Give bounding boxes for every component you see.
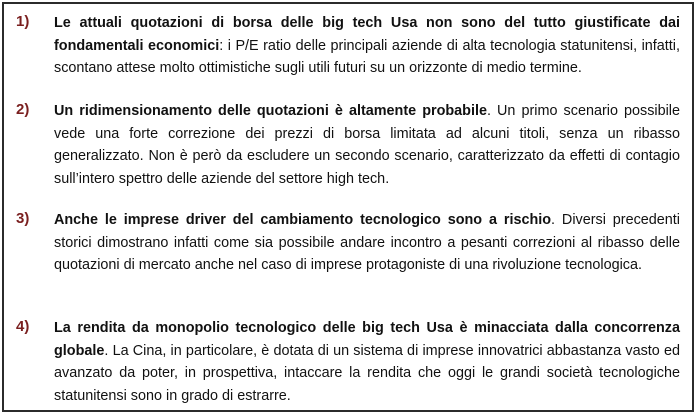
summary-panel (2, 2, 694, 412)
item-text (54, 12, 680, 80)
item-headline: Anche le imprese driver del cambiamento tecnologico sono a rischio (54, 212, 552, 228)
item-text (54, 100, 680, 190)
item-text (54, 209, 680, 277)
item-headline: Le attuali quotazioni di borsa delle big tech Usa non sono del tutto giustificate dai fondamentali economici (54, 15, 680, 54)
item-body: . La Cina, in particolare, è dotata di un sistema di imprese innovatrici abbastanza vasto ed avanzato da poter, in prospettiva, intaccare la rendita che oggi le grandi società tecnologiche statunitensi sono in grado di estrarre. (54, 342, 680, 404)
item-number: 3) (16, 210, 30, 227)
item-body: . Diversi precedenti storici dimostrano infatti come sia possibile andare incontro a pesanti correzioni al ribasso delle quotazioni di mercato anche nel caso di imprese protagoniste di una rivoluzione tecnologica. (54, 212, 680, 273)
item-body: . Un primo scenario possibile vede una forte correzione dei prezzi di borsa limitata ad alcuni titoli, senza un ribasso generalizzato. Non è però da escludere un secondo scenario, caratterizzato da effetti di contagio sull’intero spettro delle aziende del settore high tech. (54, 103, 681, 187)
item-text (54, 317, 680, 407)
item-headline: La rendita da monopolio tecnologico delle big tech Usa è minacciata dalla concorrenza globale (54, 320, 680, 359)
item-number: 4) (16, 318, 30, 335)
item-body: : i P/E ratio delle principali aziende di alta tecnologia statunitensi, infatti, scontano attese molto ottimistiche sugli utili futuri su un orizzonte di medio termine. (54, 37, 680, 76)
item-number: 1) (16, 13, 30, 30)
item-headline: Un ridimensionamento delle quotazioni è altamente probabile (54, 103, 487, 119)
item-number: 2) (16, 101, 30, 118)
